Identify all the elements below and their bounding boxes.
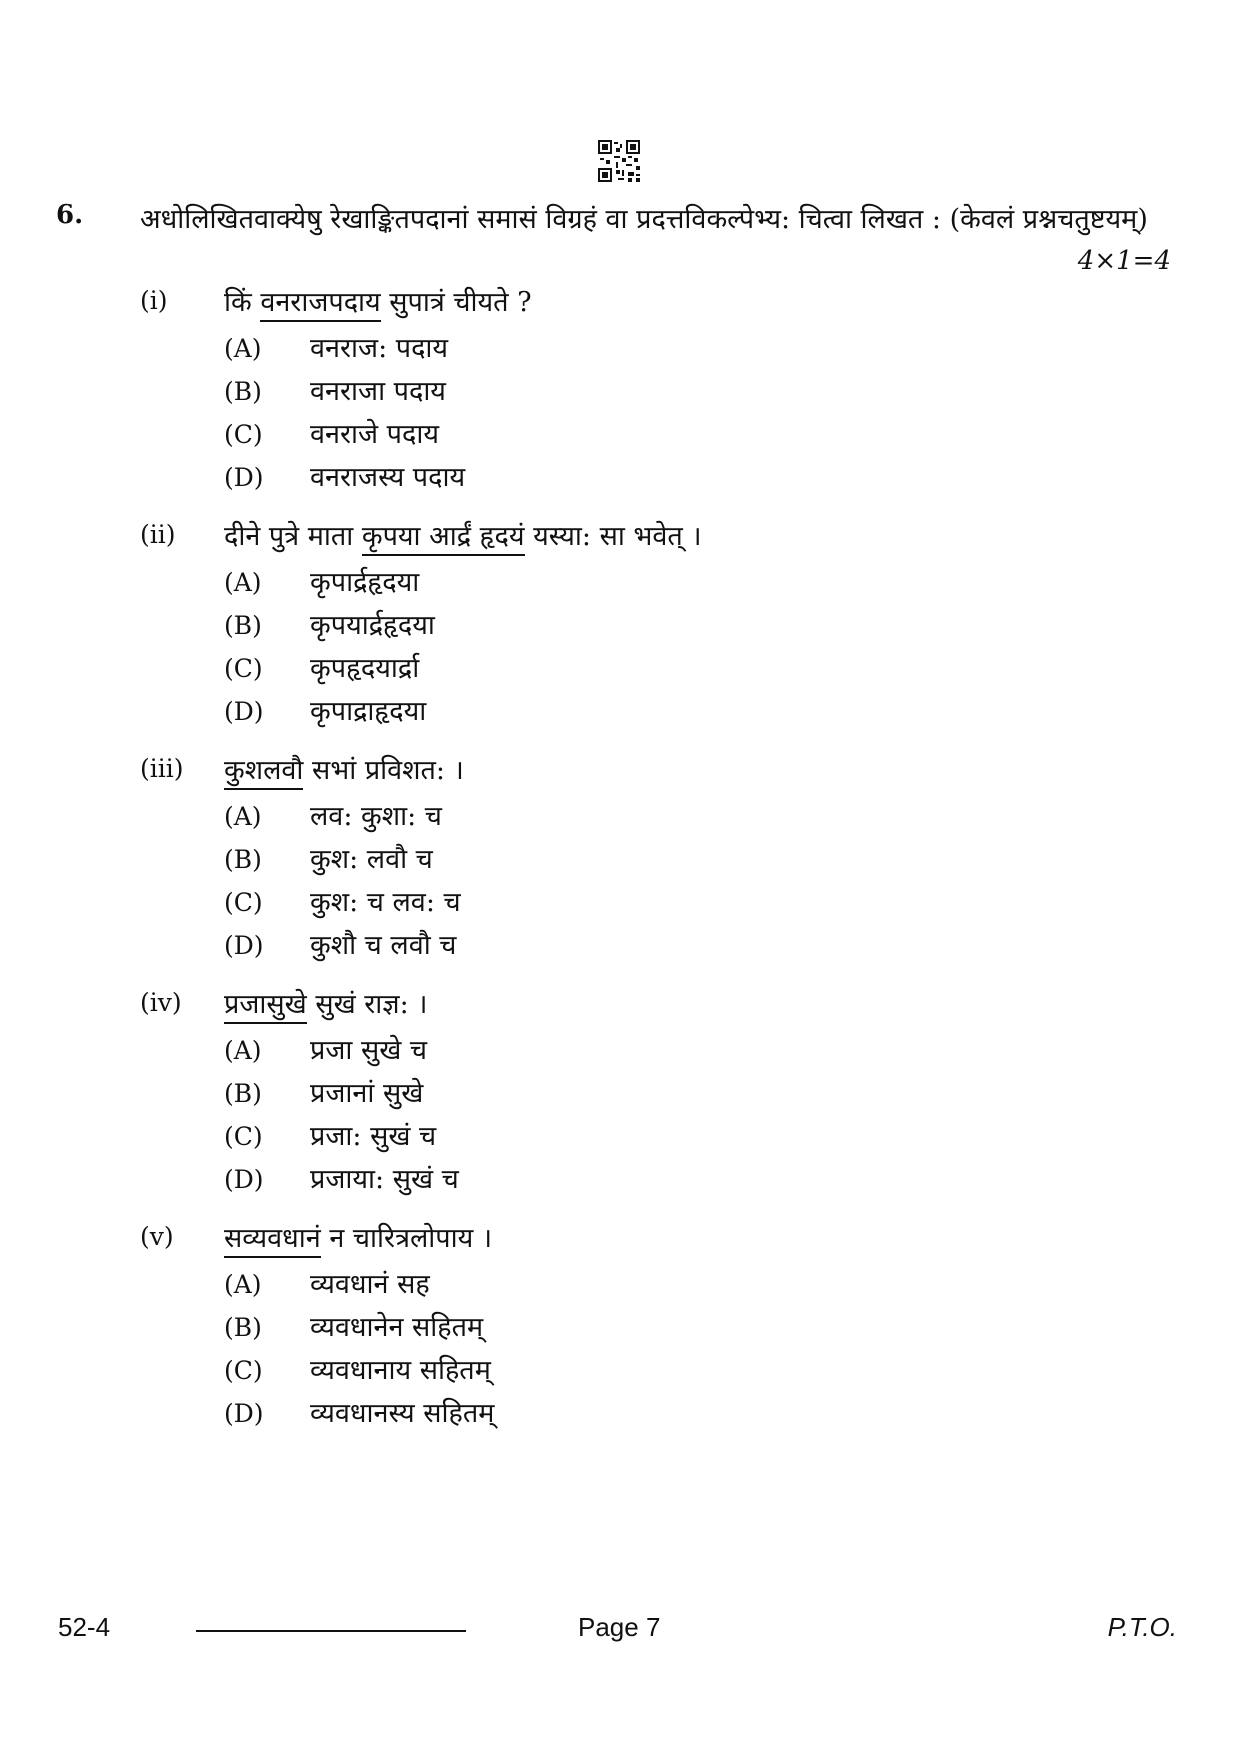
qr-code [598,140,640,182]
subquestion-label: (iii) [140,754,184,783]
option-d[interactable]: (D) कृपाद्राहृदया [224,696,427,727]
paper-code: 52-4 [58,1612,111,1642]
underlined-phrase: कुशलवौ [224,755,303,790]
option-a[interactable]: (A) प्रजा सुखे च [224,1035,428,1066]
underlined-phrase: सव्यवधानं [224,1223,321,1258]
underlined-phrase: प्रजासुखे [224,989,307,1024]
option-c[interactable]: (C) प्रजा: सुखं च [224,1121,437,1152]
option-c[interactable]: (C) कृपहृदयार्द्रा [224,653,420,684]
subquestion-text: प्रजासुखे सुखं राज्ञ: । [224,984,428,1021]
option-b[interactable]: (B) प्रजानां सुखे [224,1078,424,1109]
option-d[interactable]: (D) वनराजस्य पदाय [224,462,466,493]
question-instruction: अधोलिखितवाक्येषु रेखाङ्कितपदानां समासं विग्रहं वा प्रदत्तविकल्पेभ्य: चित्वा लिखत : (केवलं प्रश्नचतुष्टयम्) [140,204,1148,235]
option-a[interactable]: (A) वनराज: पदाय [224,333,449,364]
page-footer [0,1612,1241,1652]
subquestion-text: सव्यवधानं न चारित्रलोपाय । [224,1218,492,1255]
option-b[interactable]: (B) कुश: लवौ च [224,844,433,875]
question-number: 6. [56,200,84,230]
option-d[interactable]: (D) व्यवधानस्य सहितम् [224,1398,495,1429]
subquestion-text: किं वनराजपदाय सुपात्रं चीयते ? [224,282,532,319]
option-b[interactable]: (B) व्यवधानेन सहितम् [224,1312,484,1343]
option-a[interactable]: (A) व्यवधानं सह [224,1269,430,1300]
pto-label: P.T.O. [1107,1612,1177,1642]
option-d[interactable]: (D) प्रजाया: सुखं च [224,1164,459,1195]
page-number: Page 7 [578,1612,661,1642]
option-d[interactable]: (D) कुशौ च लवौ च [224,930,457,961]
option-c[interactable]: (C) व्यवधानाय सहितम् [224,1355,491,1386]
option-b[interactable]: (B) वनराजा पदाय [224,376,446,407]
subquestion-text: दीने पुत्रे माता कृपया आर्द्रं हृदयं यस्या: सा भवेत् । [224,516,702,553]
option-a[interactable]: (A) कृपार्द्रहृदया [224,567,420,598]
option-a[interactable]: (A) लव: कुशा: च [224,801,442,832]
footer-rule [196,1630,466,1632]
subquestion-label: (v) [140,1222,174,1251]
underlined-phrase: कृपया आर्द्रं हृदयं [362,521,525,556]
option-b[interactable]: (B) कृपयार्द्रहृदया [224,610,435,641]
subquestion-label: (i) [140,286,168,315]
underlined-phrase: वनराजपदाय [260,287,380,322]
subquestion-text: कुशलवौ सभां प्रविशत: । [224,750,464,787]
option-c[interactable]: (C) वनराजे पदाय [224,419,439,450]
subquestion-label: (ii) [140,520,176,549]
option-c[interactable]: (C) कुश: च लव: च [224,887,461,918]
question-marks: 4×1=4 [1077,246,1171,276]
subquestion-label: (iv) [140,988,182,1017]
